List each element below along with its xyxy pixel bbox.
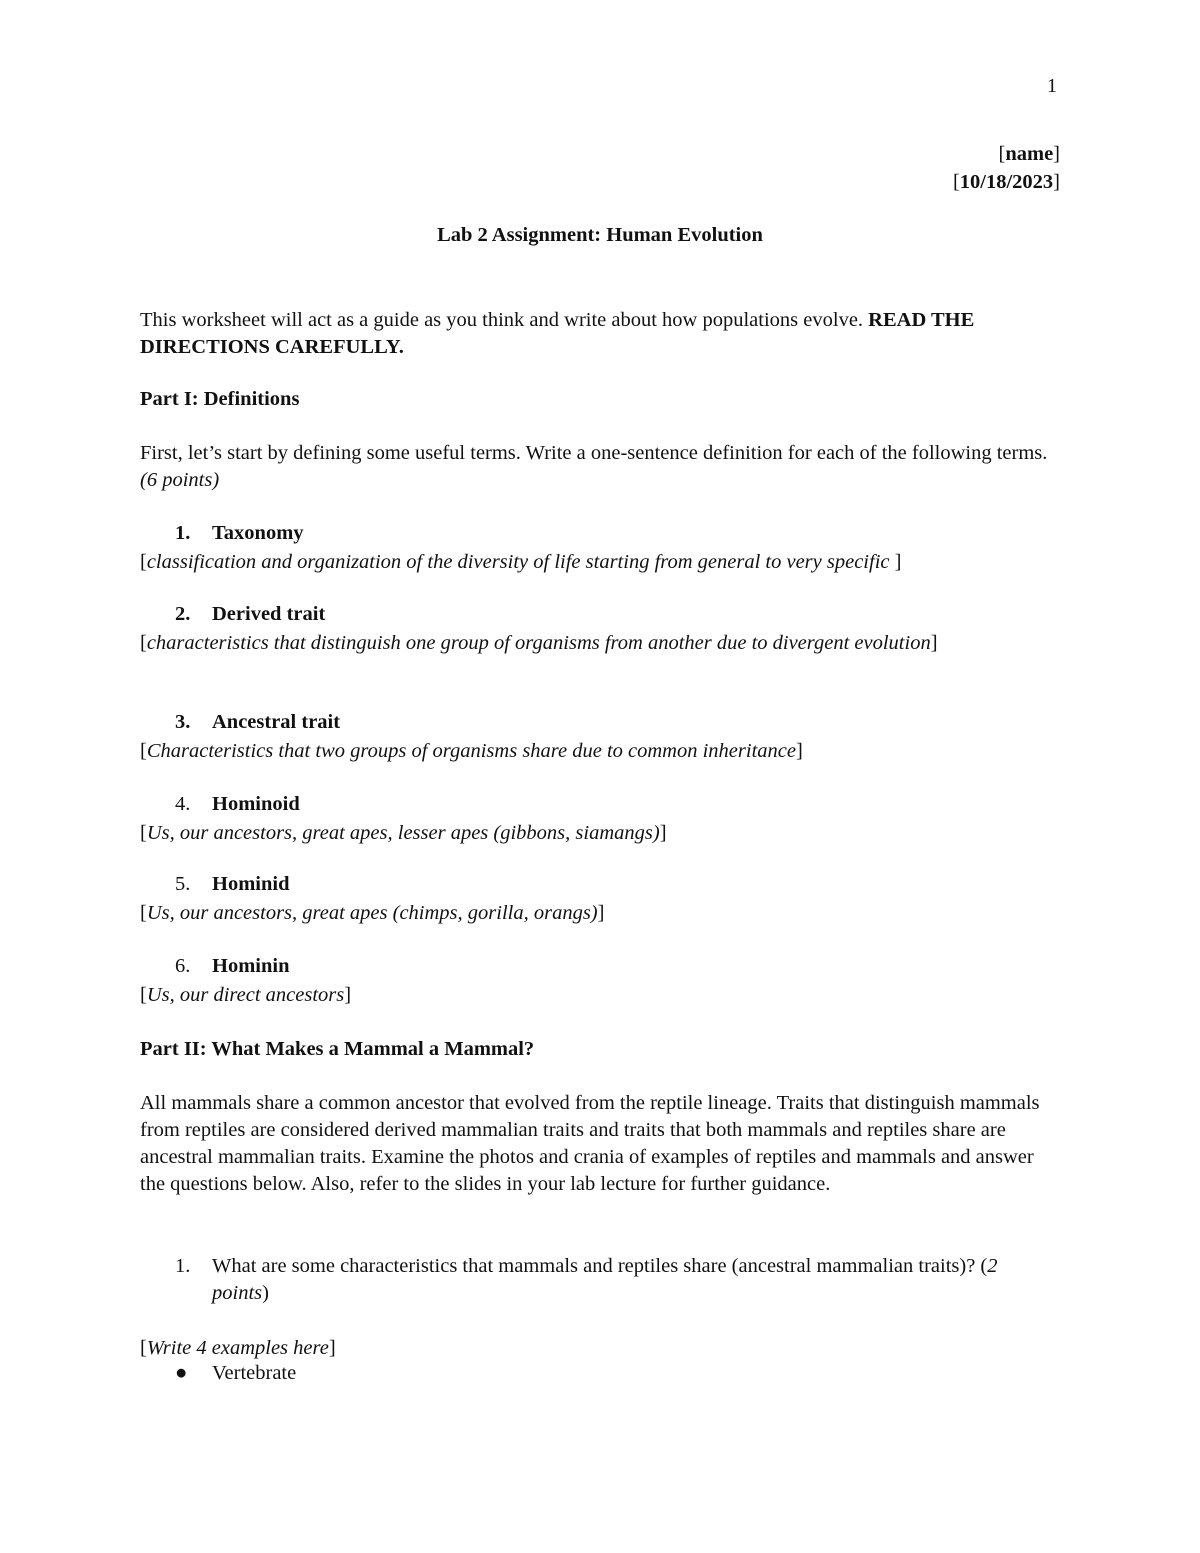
definition-hominoid: [Us, our ancestors, great apes, lesser apes (gibbons, siamangs)] bbox=[140, 822, 667, 844]
term-taxonomy: 1. Taxonomy bbox=[175, 522, 304, 544]
definition-hominid: [Us, our ancestors, great apes (chimps, gorilla, orangs)] bbox=[140, 902, 605, 924]
term-derived-trait: 2. Derived trait bbox=[175, 603, 326, 625]
term-ancestral-trait: 3. Ancestral trait bbox=[175, 711, 341, 733]
definition-derived-trait: [characteristics that distinguish one group of organisms from another due to divergent evolution] bbox=[140, 632, 938, 654]
definition-hominin: [Us, our direct ancestors] bbox=[140, 984, 352, 1006]
term-hominoid: 4. Hominoid bbox=[175, 793, 300, 815]
term-hominin: 6. Hominin bbox=[175, 955, 290, 977]
bullet-icon: ● bbox=[175, 1362, 188, 1384]
definition-taxonomy: [classification and organization of the diversity of life starting from general to very specific ] bbox=[140, 551, 902, 573]
question-1: 1. What are some characteristics that mammals and reptiles share (ancestral mammalian traits)? (2 points) bbox=[175, 1255, 998, 1304]
part1-heading: Part I: Definitions bbox=[140, 388, 300, 410]
part2-intro: All mammals share a common ancestor that evolved from the reptile lineage. Traits that distinguish mammals from reptiles are considered derived mammalian traits and traits that both mammals and reptiles share are ancestral mammalian traits. Examine the photos and crania of examples of reptiles and mammals and answer the questions below. Also, refer to the slides in your lab lecture for further guidance. bbox=[140, 1092, 1040, 1195]
student-name: [name] bbox=[998, 143, 1060, 165]
assignment-date: [10/18/2023] bbox=[952, 171, 1060, 193]
part1-instructions: First, let’s start by defining some useful terms. Write a one-sentence definition for each of the following terms. (6 points) bbox=[140, 442, 1048, 491]
intro-paragraph: This worksheet will act as a guide as you think and write about how populations evolve. READ THE DIRECTIONS CAREFULLY. bbox=[140, 309, 975, 358]
page-number: 1 bbox=[1047, 75, 1057, 97]
part2-heading: Part II: What Makes a Mammal a Mammal? bbox=[140, 1038, 535, 1060]
intro-emphasis: READ THE DIRECTIONS CAREFULLY. bbox=[140, 309, 975, 358]
answer-prompt: [Write 4 examples here] bbox=[140, 1337, 336, 1359]
answer-bullet: ● Vertebrate bbox=[175, 1362, 297, 1384]
term-hominid: 5. Hominid bbox=[175, 873, 290, 895]
definition-ancestral-trait: [Characteristics that two groups of organisms share due to common inheritance] bbox=[140, 740, 803, 762]
page-title: Lab 2 Assignment: Human Evolution bbox=[437, 224, 763, 246]
